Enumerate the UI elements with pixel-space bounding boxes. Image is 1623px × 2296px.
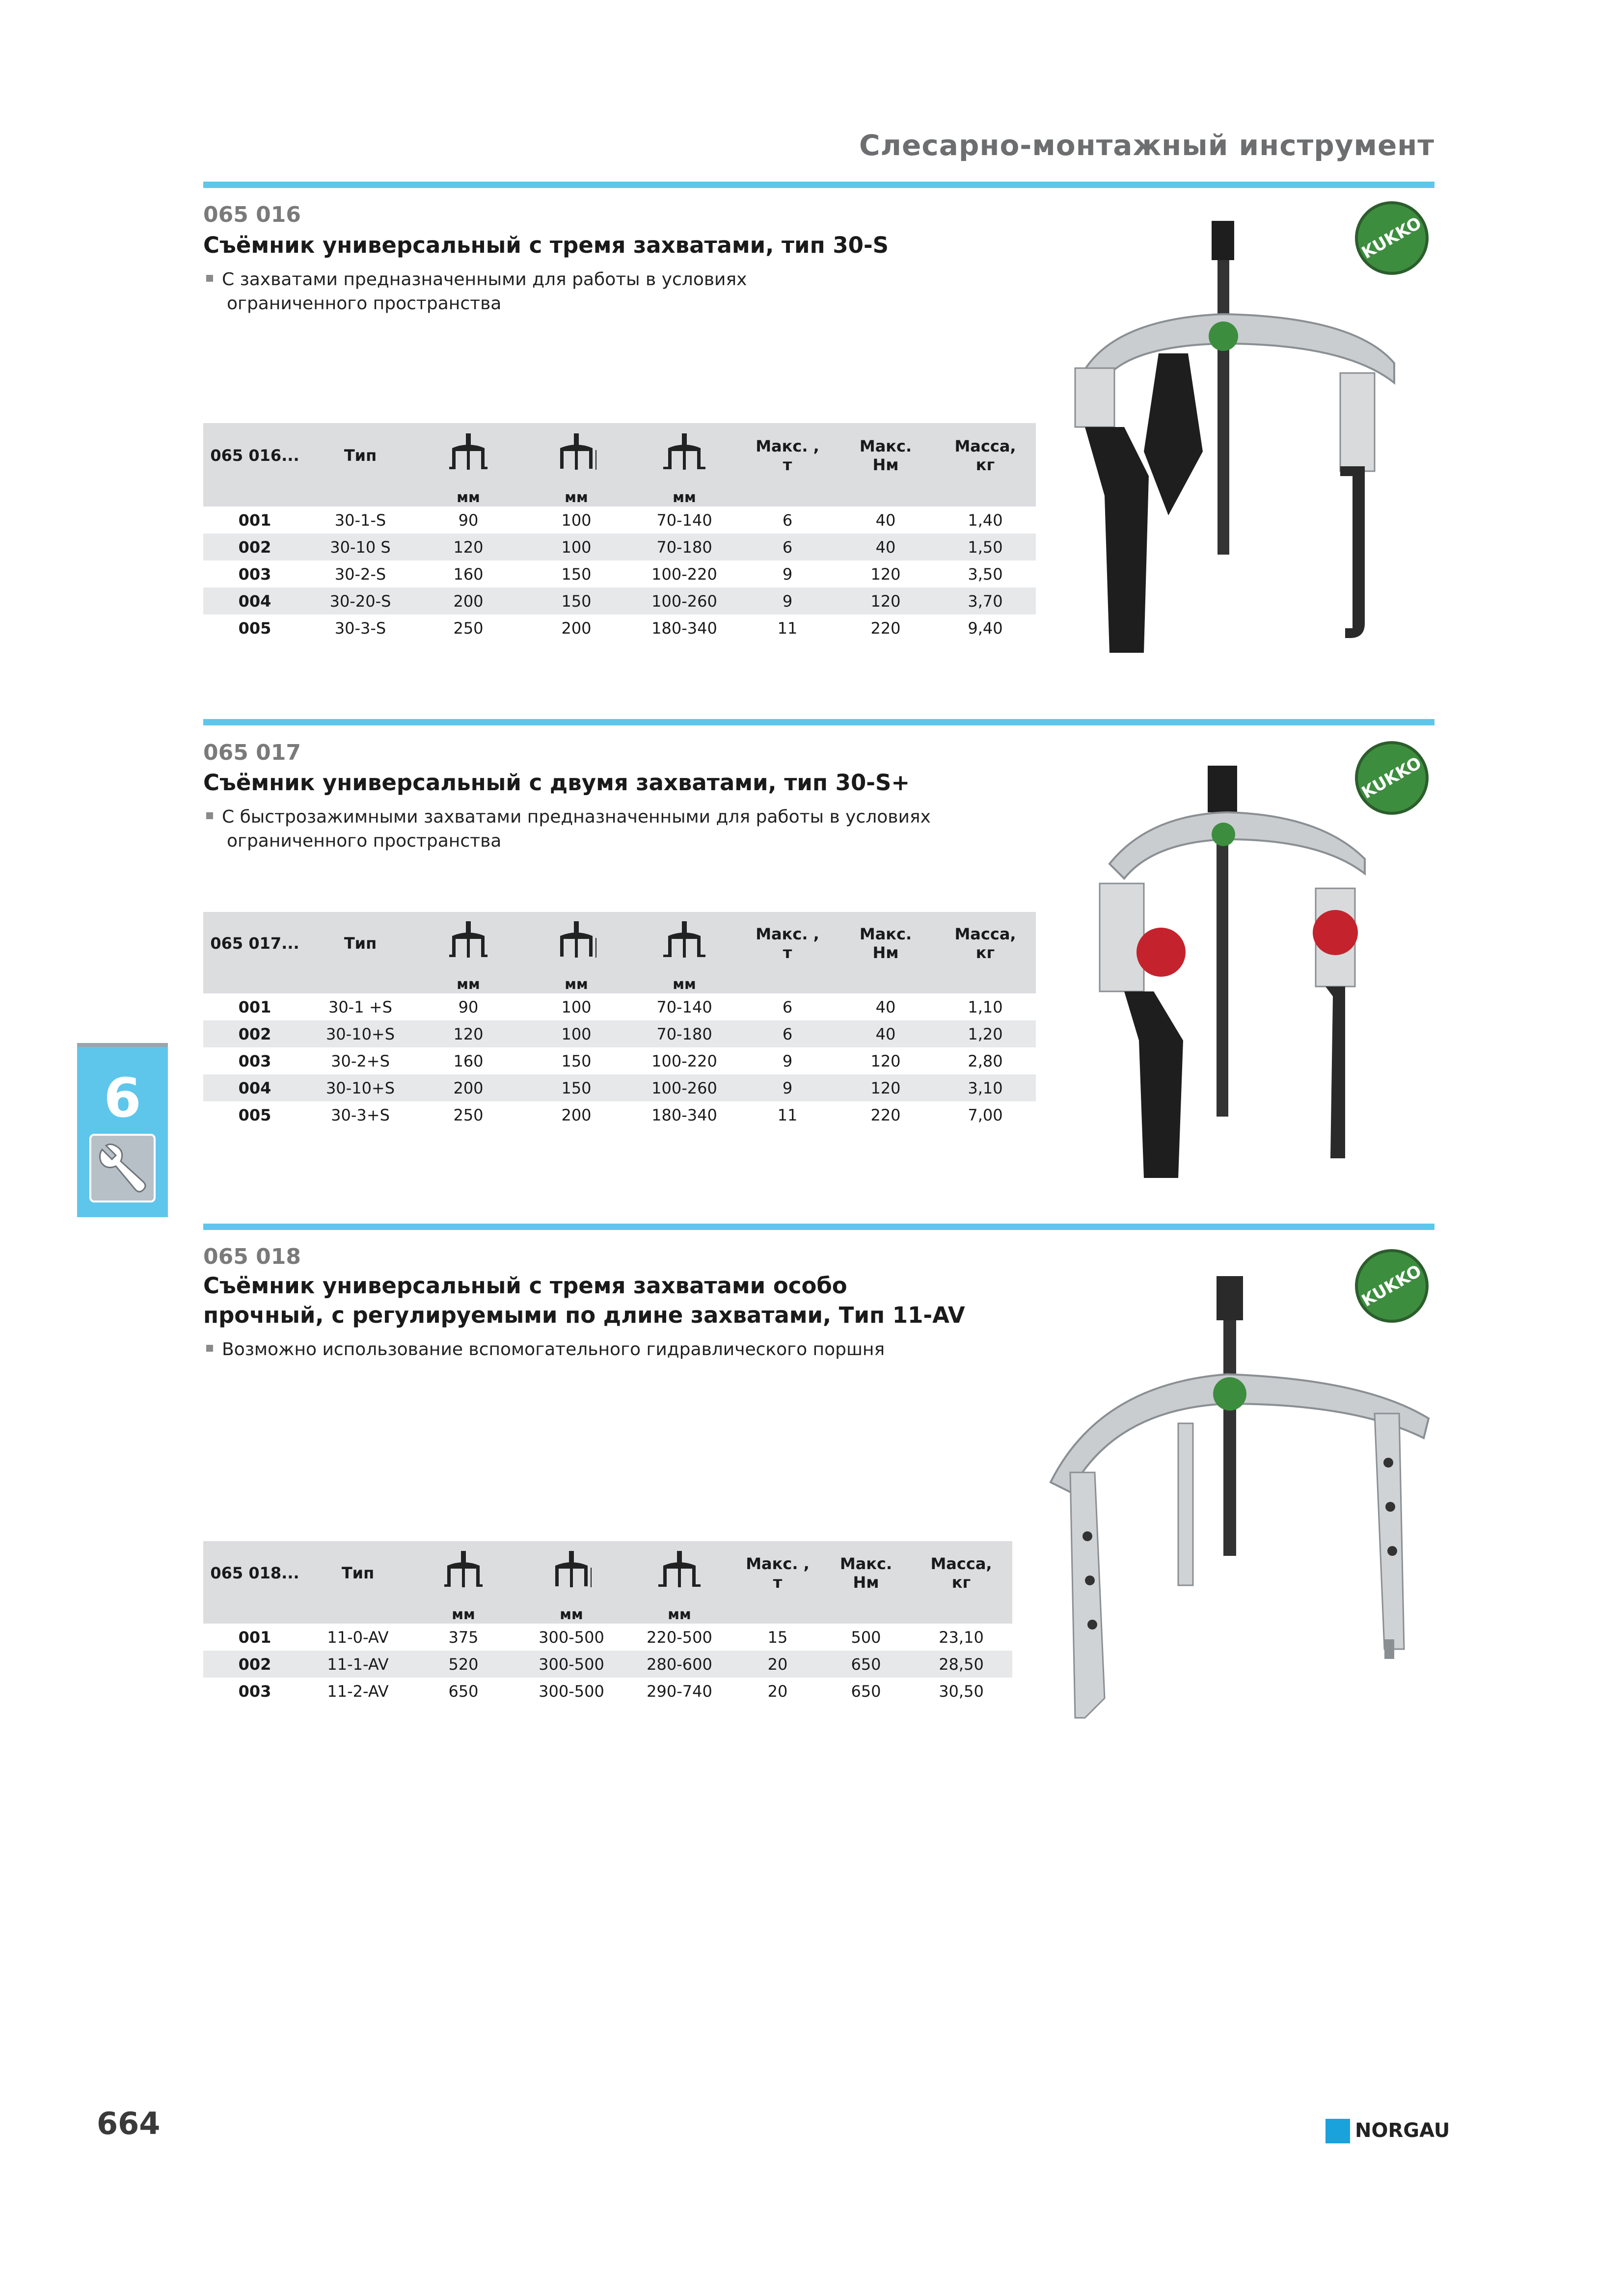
table-cell: 150 [561,564,592,584]
table-cell: 100-260 [630,1074,738,1101]
header-line: Масса, [954,925,1016,943]
table-cell: 100 [522,1020,630,1047]
product-title-line: Съёмник универсальный с тремя захватами особо [203,1273,847,1299]
header-line: т [773,1573,783,1592]
table-cell: 30-1 +S [328,997,392,1016]
table-cell: 150 [561,1051,592,1070]
unit-label: мм [517,1605,625,1624]
col-header-type: Тип [306,912,414,975]
table-cell: 280-600 [625,1651,733,1678]
table-cell: 1,40 [968,510,1003,530]
puller-range-icon [625,1541,733,1605]
table-cell: 7,00 [968,1105,1003,1124]
description-line: С быстрозажимными захватами предназначенными для работы в условиях [222,807,931,827]
header-line: т [783,455,792,474]
table-cell: 120 [414,534,522,561]
product-description [206,805,931,853]
unit-label: мм [409,1605,517,1624]
table-cell: 100 [561,997,592,1016]
table-cell: 90 [458,510,479,530]
table-cell: 375 [448,1628,479,1647]
table-cell: 1,50 [935,534,1036,561]
table-cell: 001 [238,997,271,1016]
heavy-duty-puller-image [1021,1276,1434,1747]
table-cell: 500 [851,1628,881,1647]
col-header-code: 065 018... [203,1541,306,1605]
table-cell: 40 [837,534,935,561]
col-header-max-nm [822,1541,910,1605]
table-cell: 200 [561,1105,592,1124]
table-cell: 650 [822,1651,910,1678]
unit-label: мм [414,488,522,507]
article-number: 065 018 [203,1244,301,1269]
table-cell: 300-500 [539,1682,604,1701]
header-line: кг [951,1573,971,1592]
col-header-mass [935,423,1036,488]
table-row [203,993,1036,1020]
table-cell: 200 [414,587,522,614]
table-cell: 220 [870,618,901,638]
table-cell: 11-1-AV [306,1651,409,1678]
table-cell: 20 [733,1651,822,1678]
product-title-line: прочный, с регулируемыми по длине захватами, Тип 11-AV [203,1302,965,1328]
table-cell: 20 [767,1682,788,1701]
wrench-icon [89,1134,156,1202]
header-line: Макс. , [746,1554,810,1573]
header-line: Макс. [859,925,912,943]
table-cell: 28,50 [910,1651,1012,1678]
three-jaw-puller-image [1051,221,1424,663]
table-row [203,587,1036,614]
chapter-tab-top [77,1043,168,1047]
table-row [203,507,1036,534]
table-cell: 30-10+S [306,1020,414,1047]
table-row [203,614,1036,641]
table-cell: 180-340 [651,1105,717,1124]
table-cell: 9 [782,1051,793,1070]
table-cell: 30,50 [939,1682,984,1701]
table-cell: 70-140 [656,510,712,530]
product-description [206,267,747,316]
table-cell: 30-10 S [306,534,414,561]
puller-depth-icon [522,423,630,488]
table-cell: 650 [448,1682,479,1701]
header-line: Макс. [859,437,912,455]
table-row [203,534,1036,561]
page-header-title: Слесарно-монтажный инструмент [859,129,1434,162]
product-title [203,231,889,260]
col-header-max-nm [837,423,935,488]
table-row [203,1047,1036,1074]
norgau-logo-icon [1325,2119,1350,2143]
col-header-max-nm [837,912,935,975]
col-header-max-t [733,1541,822,1605]
table-cell: 100 [561,510,592,530]
table-row [203,1651,1012,1678]
table-cell: 002 [203,534,306,561]
table-cell: 70-180 [630,1020,738,1047]
section-divider [203,182,1434,188]
puller-span-icon [414,912,522,975]
table-cell: 200 [561,618,592,638]
unit-label: мм [630,488,738,507]
description-line: ограниченного пространства [227,294,502,314]
table-cell: 90 [458,997,479,1016]
bullet-icon [206,275,213,282]
header-line: Макс. [839,1554,893,1573]
col-header-type: Тип [306,423,414,488]
article-number: 065 016 [203,202,301,227]
table-cell: 250 [453,1105,484,1124]
spec-table [203,423,1036,641]
table-cell: 120 [837,1074,935,1101]
unit-label: мм [414,975,522,993]
table-cell: 004 [203,587,306,614]
page-number: 664 [97,2106,161,2141]
table-cell: 6 [782,997,793,1016]
article-number: 065 017 [203,740,301,765]
product-title [203,768,910,798]
table-cell: 11-2-AV [327,1682,389,1701]
unit-label: мм [522,488,630,507]
table-cell: 11-0-AV [327,1628,389,1647]
table-row [203,1678,1012,1705]
col-header-mass [935,912,1036,975]
table-cell: 23,10 [939,1628,984,1647]
table-cell: 100-220 [651,564,717,584]
table-cell: 290-740 [647,1682,712,1701]
table-cell: 11 [777,1105,798,1124]
puller-depth-icon [517,1541,625,1605]
header-line: т [783,943,792,962]
table-cell: 003 [238,1682,271,1701]
table-cell: 1,10 [968,997,1003,1016]
chapter-tab[interactable] [77,1043,168,1217]
col-header-type: Тип [306,1541,409,1605]
header-line: Макс. , [756,437,819,455]
brand-name: NORGAU [1355,2119,1450,2142]
table-cell: 120 [414,1020,522,1047]
table-cell: 160 [453,1051,484,1070]
col-header-mass [910,1541,1012,1605]
logo-text: KUKKO [1358,753,1425,803]
table-cell: 30-2-S [334,564,386,584]
puller-range-icon [630,912,738,975]
table-cell: 300-500 [539,1628,604,1647]
unit-label: мм [630,975,738,993]
table-cell: 100-260 [630,587,738,614]
table-cell: 70-140 [656,997,712,1016]
product-title-line: Съёмник универсальный с тремя захватами, тип 30-S [203,232,889,258]
table-cell: 250 [453,618,484,638]
table-cell: 150 [522,587,630,614]
table-cell: 30-3+S [331,1105,390,1124]
table-cell: 6 [738,1020,837,1047]
table-cell: 120 [837,587,935,614]
unit-label: мм [522,975,630,993]
table-cell: 650 [851,1682,881,1701]
table-cell: 9 [738,587,837,614]
table-cell: 005 [238,1105,271,1124]
table-cell: 9 [782,564,793,584]
table-cell: 001 [238,510,271,530]
table-cell: 200 [414,1074,522,1101]
unit-label: мм [625,1605,733,1624]
bullet-icon [206,1345,213,1352]
table-cell: 001 [238,1628,271,1647]
section-divider [203,719,1434,725]
table-cell: 1,20 [935,1020,1036,1047]
table-cell: 120 [870,1051,901,1070]
table-cell: 520 [409,1651,517,1678]
spec-table [203,912,1036,1128]
table-cell: 6 [782,510,793,530]
puller-range-icon [630,423,738,488]
table-cell: 002 [203,1020,306,1047]
two-jaw-puller-image [1090,766,1394,1188]
table-cell: 220-500 [647,1628,712,1647]
table-cell: 9,40 [968,618,1003,638]
chapter-number: 6 [104,1067,141,1129]
table-cell: 150 [522,1074,630,1101]
table-cell: 002 [203,1651,306,1678]
table-cell: 003 [238,1051,271,1070]
header-line: кг [975,455,995,474]
col-header-code: 065 016... [203,423,306,488]
spec-table [203,1541,1012,1705]
table-cell: 3,50 [968,564,1003,584]
section-divider [203,1224,1434,1230]
table-cell: 100-220 [651,1051,717,1070]
header-line: Нм [872,943,899,962]
product-description [206,1337,885,1362]
table-cell: 003 [238,564,271,584]
description-line: Возможно использование вспомогательного гидравлического поршня [222,1339,885,1360]
table-cell: 300-500 [517,1651,625,1678]
table-cell: 11 [777,618,798,638]
logo-text: KUKKO [1358,1261,1425,1311]
table-row [203,1101,1036,1128]
table-cell: 40 [875,997,896,1016]
table-cell: 30-3-S [334,618,386,638]
bullet-icon [206,812,213,819]
table-cell: 3,10 [935,1074,1036,1101]
col-header-max-t [738,912,837,975]
table-cell: 2,80 [968,1051,1003,1070]
table-cell: 9 [738,1074,837,1101]
col-header-max-t [738,423,837,488]
header-line: Нм [853,1573,879,1592]
header-line: Нм [872,455,899,474]
table-row [203,561,1036,587]
table-cell: 005 [238,618,271,638]
table-row [203,1020,1036,1047]
table-row [203,1624,1012,1651]
header-line: кг [975,943,995,962]
table-cell: 004 [203,1074,306,1101]
table-cell: 160 [453,564,484,584]
table-cell: 30-1-S [334,510,386,530]
product-title-line: Съёмник универсальный с двумя захватами, тип 30-S+ [203,770,910,796]
table-cell: 40 [875,510,896,530]
puller-span-icon [414,423,522,488]
header-line: Масса, [930,1554,992,1573]
logo-text: KUKKO [1358,213,1425,263]
table-cell: 100 [522,534,630,561]
description-line: ограниченного пространства [227,831,502,851]
table-cell: 6 [738,534,837,561]
product-title [203,1271,965,1330]
col-header-code: 065 017... [203,912,306,975]
puller-span-icon [409,1541,517,1605]
table-cell: 30-2+S [331,1051,390,1070]
table-cell: 120 [870,564,901,584]
header-line: Макс. , [756,925,819,943]
table-cell: 15 [767,1628,788,1647]
table-cell: 180-340 [651,618,717,638]
description-line: С захватами предназначенными для работы в условиях [222,269,747,290]
puller-depth-icon [522,912,630,975]
table-cell: 3,70 [935,587,1036,614]
table-row [203,1074,1036,1101]
header-line: Масса, [954,437,1016,455]
table-cell: 30-10+S [306,1074,414,1101]
table-cell: 220 [870,1105,901,1124]
table-cell: 30-20-S [306,587,414,614]
table-cell: 40 [837,1020,935,1047]
table-cell: 70-180 [630,534,738,561]
